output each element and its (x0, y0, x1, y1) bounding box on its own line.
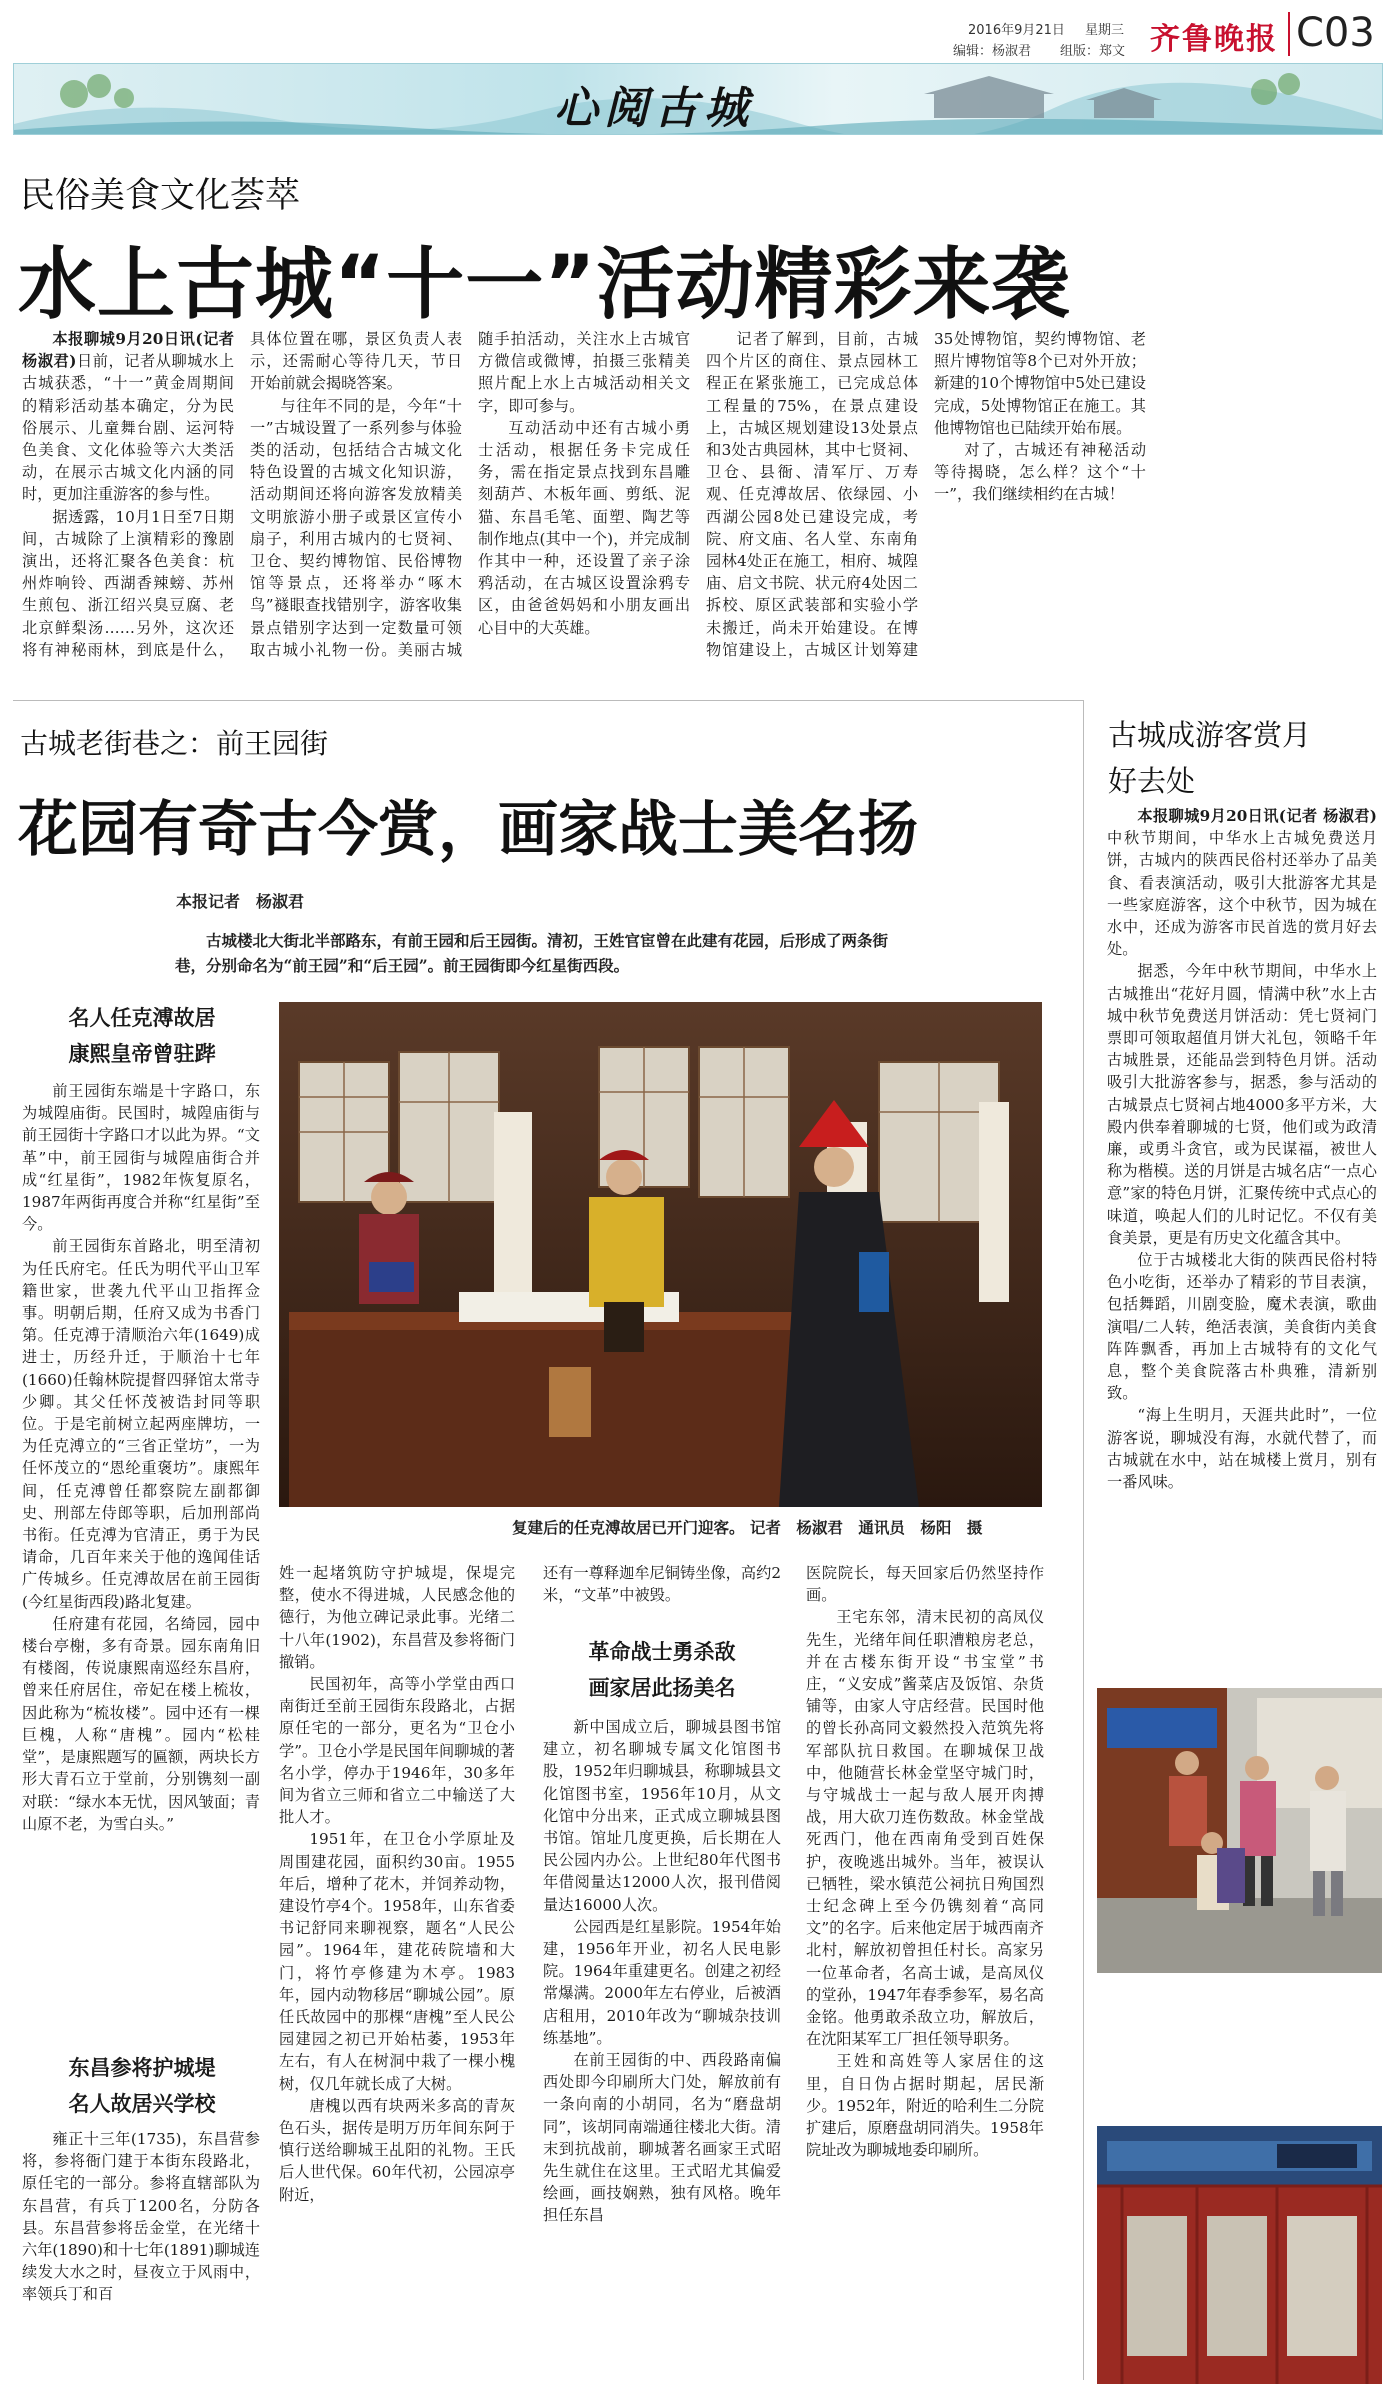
article2-para: 还有一尊释迦牟尼铜铸坐像，高约2米，“文革”中被毁。 (543, 1564, 781, 1605)
subhead-1-line2: 康熙皇帝曾驻跸 (68, 1042, 216, 1066)
photo-caption: 复建后的任克溥故居已开门迎客。 记者 杨淑君 通讯员 杨阳 摄 (512, 1518, 983, 1537)
article3-headline (1108, 712, 1378, 804)
masthead-divider (1288, 12, 1290, 56)
photo-illustration (279, 1002, 1042, 1507)
article2-para: 任府建有花园，名绮园，园中楼台亭榭，多有奇景。园东南角旧有楼阁，传说康熙南巡经东昌府，曾来任府居住，帝妃在楼上梳妆，因此称为“梳妆楼”。园中还有一棵巨槐，人称“唐槐”。园内“松桂堂”，是康熙题写的匾额，两块长方形大青石立于堂前，分别镌刻一副对联：“绿水本无忧，因风皱面；青山原不老，为雪白头。” (22, 1614, 260, 1833)
subhead-2-line1: 东昌参将护城堤 (68, 2056, 216, 2080)
article1-headline: 水上古城“十一”活动精彩来袭 (18, 240, 1071, 330)
museum-wax-figure-photo (279, 1002, 1042, 1507)
article2-col3a (543, 1562, 781, 1610)
article2-col1b (22, 2128, 260, 2378)
article2-col2 (279, 1562, 515, 2377)
article3-body (1107, 805, 1377, 1685)
article2-para: 在前王园街的中、西段路南偏西处即今印刷所大门处，解放前有一条向南的小胡同，名为“磨盘胡同”，该胡同南端通往楼北大街。清末到抗战前，聊城著名画家王式昭先生就住在这里。王式昭尤其偏爱绘画，画技娴熟，独有风格。晚年担任东昌 (543, 2051, 781, 2225)
article2-para: 医院院长，每天回家后仍然坚持作画。 (806, 1564, 1044, 1605)
article2-para: 唐槐以西有块两米多高的青灰色石头，据传是明万历年间东阿于慎行送给聊城王乩阳的礼物。王氏后人世代保。60年代初，公园凉亭附近， (279, 2096, 515, 2204)
article1-para: 本报聊城9月20日讯(记者 杨淑君)日前，记者从聊城水上古城获悉，“十一”黄金周期间的精彩活动基本确定，分为民俗展示、儿童舞台剧、运河特色美食、文化体验等六大类活动，在展示古城文化内涵的同时，更加注重游客的参与性。 (22, 330, 235, 504)
article2-kicker: 古城老街巷之：前王园街 (20, 727, 329, 760)
paper-logo: 齐鲁晚报 (1150, 22, 1278, 57)
section-banner-title: 心阅古城 (554, 83, 754, 134)
article1-para: 对了，古城还有神秘活动等待揭晓，怎么样？这个“十一”，我们继续相约在古城！ (934, 441, 1146, 504)
article1-body (22, 328, 1374, 678)
article2-col4 (806, 1562, 1044, 2377)
article1-para: 与往年不同的是，今年“十一”古城设置了一系列参与体验类的活动，包括结合古城文化特色设置的古城文化知识游，活动期间还将向游客发放精美文明旅游小册子或景区宣传小扇子，利用古城内的七贤祠、卫仓、契约博物馆、民俗博物馆等景点，还将举办“啄木鸟”襚眼查找错别字，游客收集景点错别字达到一定数量可领取古城小礼物一份。美丽古城随手拍活动，关注水上古城官方微信或微博，拍摄三张精美照片配上水上古城活动相关文字，即可参与。 (250, 330, 690, 659)
article2-para: 王姓和高姓等人家居住的这里，自日伪占据时期起，居民渐少。1952年，附近的哈利生二分院扩建后，原磨盘胡同消失。1958年院址改为聊城地委印刷所。 (806, 2052, 1044, 2160)
article2-headline: 花园有奇古今赏，画家战士美名扬 (18, 795, 918, 865)
article2-lead: 古城楼北大街北半部路东，有前王园和后王园街。清初，王姓官宦曾在此建有花园，后形成了两条街巷，分别命名为“前王园”和“后王园”。前王园街即今红星街西段。 (175, 931, 889, 975)
article1-para: 记者了解到，目前，古城四个片区的商住、景点园林工程正在紧张施工，已完成总体工程量的75%，在景点建设上，古城区规划建设13处景点和3处古典园林，其中七贤祠、卫仓、县衙、清军厅、万寿观、任克溥故居、依绿园、小西湖公园8处已建设完成，考院、府文庙、名人堂、东南角园林4处正在施工，相府、城隍庙、启文书院、状元府4处因二拆校、原区武装部和实验小学未搬迁，尚未开始建设。在博物馆建设上，古城区计划筹建35处博物馆，契约博物馆、老照片博物馆等8个已对外开放；新建的10个博物馆中5处已建设完成，5处博物馆正在施工。其他博物馆也已陆续开始布展。 (706, 330, 1146, 659)
subhead-3-line1: 革命战士勇杀敌 (588, 1640, 736, 1664)
gate-photo (1097, 2126, 1382, 2384)
article2-para: 前王园街东首路北，明至清初为任氏府宅。任氏为明代平山卫军籍世家，世袭九代平山卫指挥佥事。明朝后期，任府又成为书香门第。任克溥于清顺治六年(1649)成进士，历经升迁，于顺治十七年(1660)任翰林院提督四驿馆太常寺少卿。其父任怀茂被诰封同等职位。于是宅前树立起两座牌坊，一为任克溥立的“三省正堂坊”，一为任怀茂立的“恩纶重褒坊”。康熙年间，任克溥曾任都察院左副都御史、刑部左侍郎等职，后加刑部尚书衔。任克溥为官清正，勇于为民请命，几百年来关于他的逸闻佳话广传城乡。任克溥故居在前王园街(今红星街西段)路北复建。 (22, 1237, 260, 1611)
page-code: C03 (1296, 10, 1375, 56)
article2-para: 1951年，在卫仓小学原址及周围建花园，面积约30亩。1955年后，增种了花木，并饲养动物，建设竹亭4个。1958年，山东省委书记舒同来聊视察，题名“人民公园”。1964年，建花砖院墙和大门，将竹亭修建为木亭。1983年，园内动物移居“聊城公园”。原任氏故园中的那棵“唐槐”至人民公园建园之初已开始枯萎，1953年左右，有人在树洞中栽了一棵小槐树，仅几年就长成了大树。 (279, 1830, 515, 2093)
issue-date: 2016年9月21日 (968, 23, 1065, 38)
subhead-1-line1: 名人任克溥故居 (68, 1006, 216, 1030)
masthead (0, 0, 1395, 60)
subhead-3-line2: 画家居此扬美名 (588, 1676, 736, 1700)
article3-para: 本报聊城9月20日讯(记者 杨淑君)中秋节期间，中华水上古城免费送月饼，古城内的陕西民俗村还举办了品美食、看表演活动，吸引大批游客尤其是一些家庭游客，这个中秋节，因为城在水中，还成为游客市民首选的赏月好去处。 (1107, 807, 1377, 959)
article2-col3b (543, 1716, 781, 2378)
section-divider (13, 700, 1083, 701)
visitors-photo (1097, 1688, 1382, 1973)
editor-credit: 编辑：杨淑君 (953, 44, 1032, 59)
article2-para: 姓一起堵筑防守护城堤，保堤完整，使水不得进城，人民感念他的德行，为他立碑记录此事。光绪二十八年(1902)，东昌营及参将衙门撤销。 (279, 1564, 515, 1671)
article2-para: 公园西是红星影院。1954年始建，1956年开业，初名人民电影院。1964年重建更名。创建之初经常爆满。2000年左右停业，后被酒店租用，2010年改为“聊城杂技训练基地”。 (543, 1917, 781, 2047)
article2-col1 (22, 1080, 260, 2045)
subhead-3 (543, 1634, 781, 1706)
gate-illustration (1097, 2126, 1382, 2384)
visitors-illustration (1097, 1688, 1382, 1973)
article3-para: 位于古城楼北大街的陕西民俗村特色小吃街，还举办了精彩的节目表演，包括舞蹈，川剧变脸，魔术表演，歌曲演唱/二人转，绝活表演，美食街内美食阵阵飘香，再加上古城特有的文化气息，整个美食院落古朴典雅，清新别致。 (1107, 1251, 1377, 1403)
article3-headline-line2: 好去处 (1108, 764, 1196, 798)
article1-dateline: 本报聊城9月20日讯(记者 杨淑君) (22, 330, 234, 371)
article1-kicker: 民俗美食文化荟萃 (20, 176, 301, 216)
article1-para: 互动活动中还有古城小勇士活动，根据任务卡完成任务，需在指定景点找到东昌雕刻葫芦、木板年画、剪纸、泥猫、东昌毛笔、面塑、陶艺等制作地点(其中一个)，并完成制作其中一种，还设置了亲子涂鸦活动，在古城区设置涂鸦专区，由爸爸妈妈和小朋友画出心目中的大英雄。 (478, 418, 690, 637)
article1-para: 据透露，10月1日至7日期间，古城除了上演精彩的豫剧演出，还将汇聚各色美食：杭州炸响铃、西湖香辣螃、苏州生煎包、浙江绍兴臭豆腐、老北京鲜梨汤……另外，这次还将有神秘雨林，到底是什么，具体位置在哪，景区负责人表示，还需耐心等待几天，节日开始前就会揭晓答案。 (22, 330, 462, 659)
subhead-2 (22, 2050, 262, 2122)
article2-byline: 本报记者 杨淑君 (176, 892, 305, 911)
article3-headline-line1: 古城成游客赏月 (1108, 718, 1312, 752)
article2-para: 民国初年，高等小学堂由西口南街迁至前王园街东段路北，占据原任宅的一部分，更名为“卫仓小学”。卫仓小学是民国年间聊城的著名小学，停办于1946年，30多年间为省立三师和省立二中输送了大批人才。 (279, 1675, 515, 1827)
layout-credit: 组版：郑文 (1060, 44, 1126, 59)
article3-para: “海上生明月，天涯共此时”，一位游客说，聊城没有海，水就代替了，而古城就在水中，站在城楼上赏月，别有一番风味。 (1107, 1406, 1377, 1492)
issue-weekday: 星期三 (1085, 23, 1125, 38)
subhead-1 (22, 1000, 262, 1072)
section-banner (13, 63, 1383, 135)
column-rule (1083, 700, 1084, 2380)
article2-para: 前王园街东端是十字路口，东为城隍庙街。民国时，城隍庙街与前王园街十字路口才以此为界。“文革”中，前王园街与城隍庙街合并成“红星街”，1982年恢复原名，1987年两街再度合并称“红星街”至今。 (22, 1082, 260, 1234)
article2-para: 王宅东邻，清末民初的高凤仪先生，光绪年间任职漕粮房老总，并在古楼东街开设“书宝堂”书庄，“义安成”酱菜店及饭馆、杂货铺等，由家人守店经营。民国时他的曾长孙高同文毅然投入范筑先将军部队抗日救国。在聊城保卫战中，他随营长林金堂坚守城门时，与守城战士一起与敌人展开肉搏战，用大砍刀连伤数敌。林金堂战死西门，他在西南角受到百姓保护，夜晚逃出城外。当年，被误认已牺牲，梁水镇范公祠抗日殉国烈士纪念碑上至今仍镌刻着“高同文”的名字。后来他定居于城西南齐北村，解放初曾担任村长。高家另一位革命者，名高士诚，是高凤仪的堂孙，1947年春季参军，易名高金铭。他勇敢杀敌立功，解放后，在沈阳某军工厂担任领导职务。 (806, 1608, 1044, 2049)
article2-para: 新中国成立后，聊城县图书馆建立，初名聊城专属文化馆图书股，1952年归聊城县，称聊城县文化馆图书室，1956年10月，从文化馆中分出来，正式成立聊城县图书馆。馆址几度更换，后长期在人民公园内办公。上世纪80年代图书年借阅量达12000人次，报刊借阅量达16000人次。 (543, 1718, 781, 1914)
article3-para: 据悉，今年中秋节期间，中华水上古城推出“花好月圆，情满中秋”水上古城中秋节免费送月饼活动：凭七贤祠门票即可领取超值月饼大礼包，领略千年古城胜景，还能品尝到特色月饼。活动吸引大批游客参与，据悉，参与活动的古城景点七贤祠占地4000多平方米，大殿内供奉着聊城的七贤，他们或为政清廉，或勇斗贪官，或为民谋福，被世人称为楷模。送的月饼是古城名店“一点心意”家的特色月饼，汇聚传统中式点心的味道，唤起人们的儿时记忆。不仅有美食美景，更是有历史文化蕴含其中。 (1107, 962, 1377, 1247)
subhead-2-line2: 名人故居兴学校 (68, 2092, 216, 2116)
article2-para: 雍正十三年(1735)，东昌营参将，参将衙门建于本街东段路北，原任宅的一部分。参将直辖部队为东昌营，有兵丁1200名，分防各县。东昌营参将岳金堂，在光绪十六年(1890)和十七年(1891)聊城连续发大水之时，昼夜立于风雨中，率领兵丁和百 (22, 2130, 260, 2304)
article3-dateline: 本报聊城9月20日讯(记者 杨淑君) (1137, 807, 1377, 825)
